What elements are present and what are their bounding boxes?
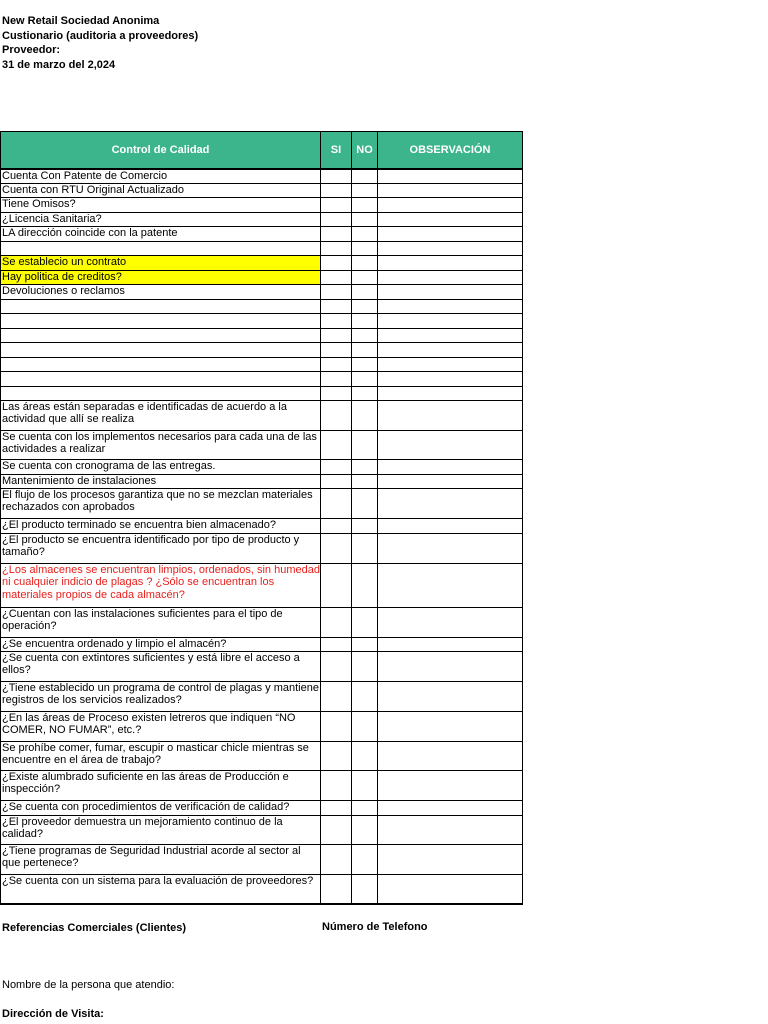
- table-row: [1, 607, 523, 637]
- no-cell[interactable]: [352, 255, 378, 270]
- table-row: [1, 430, 523, 459]
- si-cell[interactable]: [321, 328, 352, 342]
- table-row: [1, 400, 523, 430]
- no-cell[interactable]: [352, 518, 378, 533]
- si-cell[interactable]: [321, 800, 352, 815]
- column-header-observacion: OBSERVACIÓN: [378, 132, 523, 170]
- observacion-cell[interactable]: [378, 711, 523, 741]
- no-cell[interactable]: [352, 711, 378, 741]
- no-cell[interactable]: [352, 651, 378, 681]
- no-cell[interactable]: [352, 328, 378, 342]
- table-row: [1, 255, 523, 270]
- table-row: [1, 371, 523, 386]
- observacion-cell[interactable]: [378, 844, 523, 874]
- table-row: [1, 183, 523, 197]
- observacion-cell[interactable]: [378, 400, 523, 430]
- si-cell[interactable]: [321, 270, 352, 284]
- table-row: [1, 474, 523, 488]
- si-cell[interactable]: [321, 474, 352, 488]
- observacion-cell[interactable]: [378, 270, 523, 284]
- table-row: [1, 197, 523, 212]
- question-cell: Hay politica de creditos?: [1, 270, 321, 284]
- si-cell[interactable]: [321, 563, 352, 607]
- observacion-cell[interactable]: [378, 197, 523, 212]
- si-cell[interactable]: [321, 844, 352, 874]
- observacion-cell[interactable]: [378, 169, 523, 183]
- table-row: [1, 800, 523, 815]
- question-cell: Tiene Omisos?: [1, 197, 321, 212]
- observacion-cell[interactable]: [378, 800, 523, 815]
- observacion-cell[interactable]: [378, 488, 523, 518]
- no-cell[interactable]: [352, 459, 378, 474]
- question-cell: [1, 313, 321, 328]
- no-cell[interactable]: [352, 313, 378, 328]
- provider-label: Proveedor:: [2, 44, 61, 56]
- observacion-cell[interactable]: [378, 226, 523, 241]
- visit-address-label: Dirección de Visita:: [2, 1008, 104, 1020]
- si-cell[interactable]: [321, 681, 352, 711]
- table-row: [1, 241, 523, 255]
- table-row: [1, 651, 523, 681]
- si-cell[interactable]: [321, 371, 352, 386]
- si-cell[interactable]: [321, 815, 352, 844]
- si-cell[interactable]: [321, 488, 352, 518]
- question-cell: ¿Los almacenes se encuentran limpios, ordenados, sin humedad ni cualquier indicio de plagas ? ¿Sólo se encuentran los materiales propios de cada almacén?: [1, 563, 321, 607]
- no-cell[interactable]: [352, 270, 378, 284]
- si-cell[interactable]: [321, 711, 352, 741]
- no-cell[interactable]: [352, 197, 378, 212]
- observacion-cell[interactable]: [378, 255, 523, 270]
- no-cell[interactable]: [352, 563, 378, 607]
- observacion-cell[interactable]: [378, 313, 523, 328]
- observacion-cell[interactable]: [378, 430, 523, 459]
- si-cell[interactable]: [321, 770, 352, 800]
- table-row: [1, 342, 523, 357]
- observacion-cell[interactable]: [378, 741, 523, 770]
- no-cell[interactable]: [352, 681, 378, 711]
- table-row: [1, 741, 523, 770]
- question-cell: Cuenta Con Patente de Comercio: [1, 169, 321, 183]
- no-cell[interactable]: [352, 299, 378, 313]
- question-cell: Las áreas están separadas e identificadas de acuerdo a la actividad que allí se realiza: [1, 400, 321, 430]
- question-cell: Cuenta con RTU Original Actualizado: [1, 183, 321, 197]
- table-row: [1, 563, 523, 607]
- si-cell[interactable]: [321, 212, 352, 226]
- si-cell[interactable]: [321, 637, 352, 651]
- observacion-cell[interactable]: [378, 386, 523, 400]
- question-cell: ¿El producto terminado se encuentra bien almacenado?: [1, 518, 321, 533]
- si-cell[interactable]: [321, 386, 352, 400]
- no-cell[interactable]: [352, 474, 378, 488]
- table-row: [1, 357, 523, 371]
- no-cell[interactable]: [352, 637, 378, 651]
- no-cell[interactable]: [352, 400, 378, 430]
- no-cell[interactable]: [352, 226, 378, 241]
- no-cell[interactable]: [352, 874, 378, 904]
- references-label: Referencias Comerciales (Clientes): [2, 922, 187, 934]
- observacion-cell[interactable]: [378, 241, 523, 255]
- no-cell[interactable]: [352, 430, 378, 459]
- observacion-cell[interactable]: [378, 607, 523, 637]
- observacion-cell[interactable]: [378, 342, 523, 357]
- no-cell[interactable]: [352, 488, 378, 518]
- document-date: 31 de marzo del 2,024: [2, 58, 116, 71]
- table-row: [1, 169, 523, 183]
- question-cell: ¿Cuentan con las instalaciones suficientes para el tipo de operación?: [1, 607, 321, 637]
- si-cell[interactable]: [321, 299, 352, 313]
- no-cell[interactable]: [352, 284, 378, 299]
- column-header-si: SI: [321, 132, 352, 170]
- question-cell: ¿Se cuenta con un sistema para la evaluación de proveedores?: [1, 874, 321, 904]
- observacion-cell[interactable]: [378, 651, 523, 681]
- quality-control-table: [0, 131, 523, 905]
- si-cell[interactable]: [321, 313, 352, 328]
- si-cell[interactable]: [321, 518, 352, 533]
- question-cell: ¿Se cuenta con procedimientos de verificación de calidad?: [1, 800, 321, 815]
- question-cell: Se cuenta con los implementos necesarios para cada una de las actividades a realizar: [1, 430, 321, 459]
- question-cell: Mantenimiento de instalaciones: [1, 474, 321, 488]
- observacion-cell[interactable]: [378, 770, 523, 800]
- observacion-cell[interactable]: [378, 357, 523, 371]
- si-cell[interactable]: [321, 284, 352, 299]
- si-cell[interactable]: [321, 874, 352, 904]
- table-row: [1, 637, 523, 651]
- no-cell[interactable]: [352, 169, 378, 183]
- si-cell[interactable]: [321, 430, 352, 459]
- observacion-cell[interactable]: [378, 183, 523, 197]
- question-cell: ¿En las áreas de Proceso existen letreros que indiquen “NO COMER, NO FUMAR”, etc.?: [1, 711, 321, 741]
- observacion-cell[interactable]: [378, 212, 523, 226]
- table-row: [1, 313, 523, 328]
- no-cell[interactable]: [352, 183, 378, 197]
- no-cell[interactable]: [352, 800, 378, 815]
- question-cell: ¿Existe alumbrado suficiente en las áreas de Producción e inspección?: [1, 770, 321, 800]
- no-cell[interactable]: [352, 844, 378, 874]
- no-cell[interactable]: [352, 607, 378, 637]
- question-cell: [1, 342, 321, 357]
- observacion-cell[interactable]: [378, 681, 523, 711]
- no-cell[interactable]: [352, 815, 378, 844]
- question-cell: [1, 241, 321, 255]
- question-cell: [1, 357, 321, 371]
- observacion-cell[interactable]: [378, 299, 523, 313]
- no-cell[interactable]: [352, 741, 378, 770]
- observacion-cell[interactable]: [378, 637, 523, 651]
- question-cell: ¿Tiene programas de Seguridad Industrial acorde al sector al que pertenece?: [1, 844, 321, 874]
- observacion-cell[interactable]: [378, 518, 523, 533]
- observacion-cell[interactable]: [378, 284, 523, 299]
- no-cell[interactable]: [352, 533, 378, 563]
- table-row: [1, 459, 523, 474]
- observacion-cell[interactable]: [378, 328, 523, 342]
- table-row: [1, 681, 523, 711]
- question-cell: ¿Se encuentra ordenado y limpio el almacén?: [1, 637, 321, 651]
- observacion-cell[interactable]: [378, 815, 523, 844]
- table-row: [1, 212, 523, 226]
- table-row: [1, 533, 523, 563]
- observacion-cell[interactable]: [378, 371, 523, 386]
- table-row: [1, 226, 523, 241]
- table-row: [1, 386, 523, 400]
- table-header-row: [1, 132, 523, 170]
- question-cell: Se establecio un contrato: [1, 255, 321, 270]
- si-cell[interactable]: [321, 183, 352, 197]
- no-cell[interactable]: [352, 241, 378, 255]
- observacion-cell[interactable]: [378, 533, 523, 563]
- column-header-no: NO: [352, 132, 378, 170]
- si-cell[interactable]: [321, 651, 352, 681]
- no-cell[interactable]: [352, 212, 378, 226]
- observacion-cell[interactable]: [378, 474, 523, 488]
- observacion-cell[interactable]: [378, 459, 523, 474]
- question-cell: [1, 371, 321, 386]
- question-cell: [1, 299, 321, 313]
- document-title: Custionario (auditoria a proveedores): [2, 29, 199, 42]
- table-row: [1, 874, 523, 904]
- document-header: [2, 14, 198, 72]
- si-cell[interactable]: [321, 357, 352, 371]
- table-row: [1, 518, 523, 533]
- si-cell[interactable]: [321, 607, 352, 637]
- attended-by-label: Nombre de la persona que atendio:: [2, 979, 175, 991]
- si-cell[interactable]: [321, 741, 352, 770]
- table-row: [1, 815, 523, 844]
- question-cell: ¿Se cuenta con extintores suficientes y está libre el acceso a ellos?: [1, 651, 321, 681]
- question-cell: ¿El proveedor demuestra un mejoramiento continuo de la calidad?: [1, 815, 321, 844]
- question-cell: [1, 328, 321, 342]
- no-cell[interactable]: [352, 357, 378, 371]
- no-cell[interactable]: [352, 342, 378, 357]
- question-cell: ¿Licencia Sanitaria?: [1, 212, 321, 226]
- question-cell: El flujo de los procesos garantiza que no se mezclan materiales rechazados con aprobados: [1, 488, 321, 518]
- si-cell[interactable]: [321, 342, 352, 357]
- company-name: New Retail Sociedad Anonima: [2, 15, 160, 27]
- table-row: [1, 284, 523, 299]
- observacion-cell[interactable]: [378, 563, 523, 607]
- question-cell: ¿Tiene establecido un programa de control de plagas y mantiene registros de los servicios realizados?: [1, 681, 321, 711]
- si-cell[interactable]: [321, 169, 352, 183]
- question-cell: LA dirección coincide con la patente: [1, 226, 321, 241]
- question-cell: ¿El producto se encuentra identificado por tipo de producto y tamaño?: [1, 533, 321, 563]
- observacion-cell[interactable]: [378, 874, 523, 904]
- no-cell[interactable]: [352, 770, 378, 800]
- column-header-control-de-calidad: Control de Calidad: [1, 132, 321, 170]
- si-cell[interactable]: [321, 197, 352, 212]
- si-cell[interactable]: [321, 400, 352, 430]
- table-row: [1, 711, 523, 741]
- question-cell: Se cuenta con cronograma de las entregas.: [1, 459, 321, 474]
- table-row: [1, 270, 523, 284]
- si-cell[interactable]: [321, 255, 352, 270]
- si-cell[interactable]: [321, 533, 352, 563]
- table-row: [1, 844, 523, 874]
- question-cell: Se prohíbe comer, fumar, escupir o masticar chicle mientras se encuentre en el área de trabajo?: [1, 741, 321, 770]
- no-cell[interactable]: [352, 371, 378, 386]
- si-cell[interactable]: [321, 241, 352, 255]
- table-row: [1, 299, 523, 313]
- table-row: [1, 488, 523, 518]
- question-cell: [1, 386, 321, 400]
- si-cell[interactable]: [321, 226, 352, 241]
- table-row: [1, 328, 523, 342]
- table-row: [1, 770, 523, 800]
- phone-label: Número de Telefono: [322, 921, 428, 933]
- no-cell[interactable]: [352, 386, 378, 400]
- question-cell: Devoluciones o reclamos: [1, 284, 321, 299]
- si-cell[interactable]: [321, 459, 352, 474]
